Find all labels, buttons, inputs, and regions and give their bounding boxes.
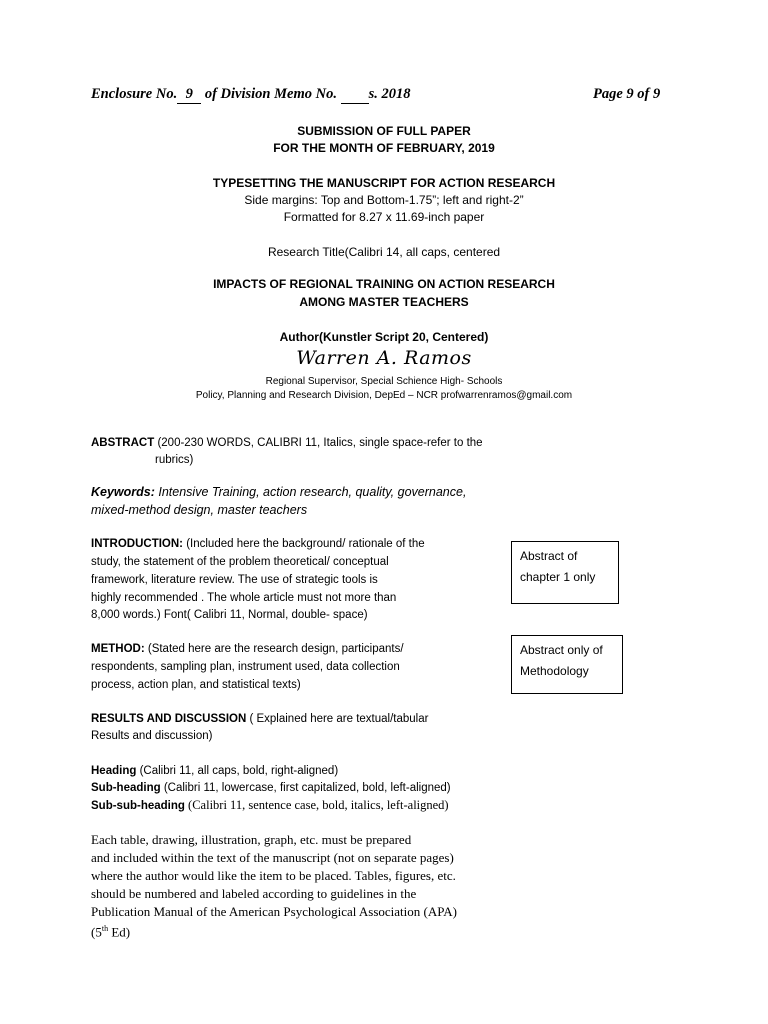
note-box-abstract-methodology [511, 635, 623, 694]
header-enclosure [91, 86, 410, 104]
results-text-1: ( Explained here are textual/tabular [246, 713, 429, 725]
closing-line-5: Publication Manual of the American Psychological Association (APA) [91, 904, 457, 919]
method-line-3: process, action plan, and statistical texts) [91, 679, 301, 691]
keywords-text-1: Intensive Training, action research, quality, governance, [154, 485, 467, 499]
affiliation-line-1: Regional Supervisor, Special Schience High- Schools [265, 376, 503, 387]
author-name: Warren A. Ramos [296, 347, 472, 369]
title-line-1: SUBMISSION OF FULL PAPER [297, 124, 471, 138]
typesetting-heading: TYPESETTING THE MANUSCRIPT FOR ACTION RESEARCH [212, 176, 556, 190]
division-memo-text: of Division Memo No. [204, 86, 337, 102]
memo-number-blank [341, 86, 369, 104]
intro-line-2: study, the statement of the problem theoretical/ conceptual [91, 556, 389, 568]
note-box2-line1: Abstract only of [520, 643, 603, 657]
intro-line-1-rest: (Included here the background/ rationale of the [183, 538, 425, 550]
closing-line-1: Each table, drawing, illustration, graph, etc. must be prepared [91, 832, 412, 847]
intro-line [91, 535, 425, 553]
abstract-text-1: (200-230 WORDS, CALIBRI 11, Italics, single space-refer to the [154, 437, 483, 449]
closing-line-4: should be numbered and labeled according to guidelines in the [91, 886, 417, 901]
formatted-text: Formatted for 8.27 x 11.69-inch paper [283, 210, 485, 224]
intro-line-4: highly recommended . The whole article must not more than [91, 592, 397, 604]
heading-text: (Calibri 11, all caps, bold, right-aligned) [136, 765, 339, 777]
subsubheading-label: Sub-sub-heading [91, 800, 185, 812]
abstract-label: ABSTRACT [91, 437, 155, 449]
enclosure-prefix: Enclosure No. [91, 86, 178, 102]
closing-line-6 [91, 920, 130, 941]
method-line-1 [91, 640, 404, 658]
results-line-2: Results and discussion) [91, 730, 213, 742]
note-box1-line2: chapter 1 only [520, 570, 596, 584]
enclosure-number: 9 [177, 86, 201, 104]
research-title-label: Research Title(Calibri 14, all caps, centered [267, 245, 501, 259]
closing-line-2: and included within the text of the manuscript (not on separate pages) [91, 850, 454, 865]
abstract-line-2: rubrics) [155, 454, 194, 466]
subheading-label: Sub-heading [91, 782, 161, 794]
closing-edition-sup: th [101, 924, 109, 933]
subsubheading-text: (Calibri 11, sentence case, bold, italics, left-aligned) [184, 798, 449, 812]
memo-suffix: s. 2018 [368, 86, 411, 102]
note-box-abstract-chapter1 [511, 541, 619, 604]
method-label: METHOD: [91, 643, 145, 655]
heading-spec [91, 762, 338, 780]
closing-edition-open: (5 [91, 924, 102, 940]
subheading-text: (Calibri 11, lowercase, first capitalized, bold, left-aligned) [160, 782, 451, 794]
author-label: Author(Kunstler Script 20, Centered) [279, 330, 489, 344]
method-line-1-rest: (Stated here are the research design, participants/ [144, 643, 404, 655]
abstract-line-1 [91, 434, 483, 452]
results-label: RESULTS AND DISCUSSION [91, 713, 247, 725]
closing-edition-close: Ed) [108, 924, 131, 940]
introduction-paragraph [91, 535, 425, 553]
method-line-2: respondents, sampling plan, instrument used, data collection [91, 661, 400, 673]
keywords-label: Keywords: [91, 485, 155, 499]
heading-label: Heading [91, 765, 137, 777]
results-line-1 [91, 710, 428, 728]
keywords-line-2: mixed-method design, master teachers [91, 503, 308, 517]
intro-line-5: 8,000 words.) Font( Calibri 11, Normal, double- space) [91, 609, 368, 621]
subheading-spec [91, 779, 451, 797]
subsubheading-spec [91, 796, 449, 815]
note-box2-line2: Methodology [520, 664, 589, 678]
intro-line-3: framework, literature review. The use of strategic tools is [91, 574, 378, 586]
margins-text: Side margins: Top and Bottom-1.75”; left and right-2” [244, 193, 524, 207]
note-box1-line1: Abstract of [520, 549, 578, 563]
title-line-2: FOR THE MONTH OF FEBRUARY, 2019 [273, 141, 495, 155]
closing-line-3: where the author would like the item to be placed. Tables, figures, etc. [91, 868, 456, 883]
intro-label: INTRODUCTION: [91, 538, 183, 550]
keywords-line-1 [91, 483, 466, 501]
paper-title-line-2: AMONG MASTER TEACHERS [299, 295, 469, 309]
paper-title-line-1: IMPACTS OF REGIONAL TRAINING ON ACTION RESEARCH [213, 277, 555, 291]
page-number: Page 9 of 9 [593, 86, 661, 102]
affiliation-line-2: Policy, Planning and Research Division, DepEd – NCR profwarrenramos@gmail.com [195, 390, 573, 401]
